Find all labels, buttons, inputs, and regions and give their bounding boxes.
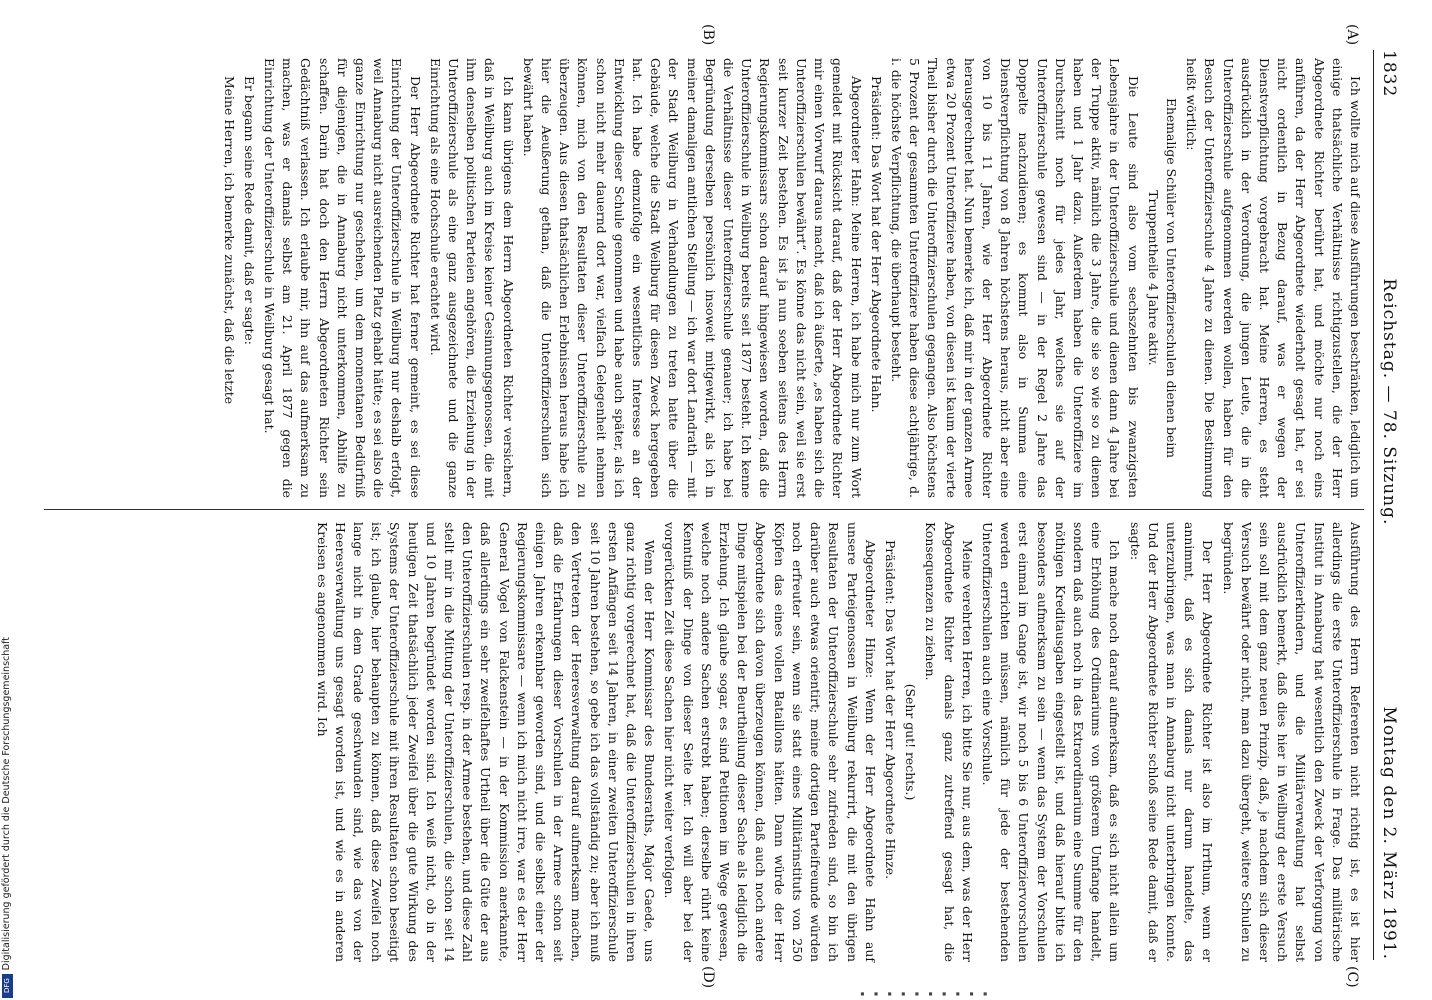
paragraph: Ich kann übrigens dem Herrn Abgeordneten Richter versichern, daß in Weilburg auch im Kreise keiner Gesinnungsgenossen, die mit ihm denselben politischen Parteien angehören, die Erziehung in der Unteroffizierschule als eine ganz ausgezeichnete und die ganze Einrichtung als eine Hochschule erachtet wird. [427, 58, 516, 498]
scan-edge-marks: ▪ ▪ ▪ ▪ ▪ ▪ ▪ ▪ ▪ ▪ [860, 989, 990, 998]
column-divider [44, 509, 1364, 510]
page-header [1373, 50, 1404, 960]
margin-letter-d: (D) [700, 966, 716, 989]
quoted-regulation: Ehemalige Schüler von Unteroffizierschulen dienen beim Truppentheile 4 Jahre aktiv. [1145, 97, 1179, 459]
page-number: 1832 [1379, 50, 1399, 98]
session-date: Montag den 2. März 1891. [1379, 706, 1399, 960]
paragraph: Meine verehrten Herren, ich bitte Sie nur, aus dem, was der Herr Abgeordnete Richter damals ganz zutreffend gesagt hat, die Konsequenzen zu ziehen. [923, 522, 975, 962]
left-text-column [217, 58, 1364, 498]
paragraph: Meine Herren, ich bemerke zunächst, daß die letzte [221, 76, 237, 405]
dfg-logo-icon: DFG [2, 974, 13, 998]
president-remark: Präsident: Das Wort hat der Herr Abgeordnete Hinze. [882, 540, 898, 880]
paragraph: Ausführung des Herrn Referenten nicht richtig ist, es ist hier allerdings die erste Unteroffizierschule in Frage. Das militärische Institut in Annaburg hat wesentlich den Zweck der Verforgung von Unteroffizierkindern, und die Militärverwaltung hat selbst ausdrücklich bemerkt, daß dies hier in Weilburg der erste Versuch sein soll mit dem ganz neuen Prinzip, daß, je nachdem sich dieser Versuch bewährt oder nicht, man dazu übergeht, weitere Schulen zu begründen. [1220, 522, 1363, 962]
paragraph: Er begann seine Rede damit, daß er sagte: [241, 76, 257, 345]
digitization-credit: Digitalisierung gefördert durch die Deutsche Forschungsgemeinschaft [1, 636, 12, 970]
paragraph: Ich wollte mich auf diese Ausführungen beschränken, lediglich um einige thatsächliche Verhältnisse richtigzustellen, die der Herr Abgeordnete Richter berührt hat, und möchte nur noch eins anführen, da der Herr Abgeordnete wiederholt gesagt hat, er sei nicht ordentlich in Bezug darauf, was er wegen der Dienstverpflichtung vorgebracht hat. Meine Herren, es steht ausdrücklich in der Verordnung, die jungen Leute, die in die Unteroffizierschule aufgenommen werden wollen, haben für den Besuch der Unteroffizierschule 4 Jahre zu dienen. Die Bestimmung heißt wörtlich: [1184, 58, 1363, 498]
paragraph: Abgeordneter Hinze: Wenn der Herr Abgeordnete Hahn auf unsere Parteigenossen in Weilburg rekurrirt, die mit den übrigen Resultaten der Unteroffizierschule sehr zufrieden sind, so bin ich darüber auch etwas orientirt; meine dortigen Parteifreunde würden noch erfreuter sein, wenn sie statt eines Militärinstituts von 250 Köpfen das eines vollen Bataillons hätten. Dann würde der Herr Abgeordnete sich davon überzeugen können, daß auch noch andere Dinge mitspielen bei der Beurtheilung dieser Sache als lediglich die Erziehung. Ich glaube sogar, es sind Petitionen im Wege gewesen, welche noch andere Sachen erstrebt haben; derselbe rührt keine Kenntniß der Dinge von dieser Seite her. Ich will aber bei der vorgerückten Zeit diese Sachen hier nicht weiter verfolgen. [662, 522, 878, 962]
paragraph: Abgeordneter Hahn: Meine Herren, ich habe mich nur zum Wort gemeldet mit Rücksicht darauf, daß der Herr Abgeordnete Richter mir einen Vorwurf daraus macht, daß ich äußerte, „es haben sich die Unteroffizierschulen bewährt“. Es könne das nicht sein, weil sie erst seit kurzer Zeit bestehen. Es ist ja nun soeben seitens des Herrn Regierungskommissars schon darauf hingewiesen worden, daß die Unteroffizierschule in Weilburg bereits seit 1877 besteht. Ich kenne die Verhältnisse dieser Unteroffizierschule genauer; ich habe bei Begründung derselben persönlich insoweit mitgewirkt, als ich in meiner damaligen amtlichen Stellung — ich war dort Landrath — mit der Stadt Weilburg in Verhandlungen zu treten hatte über die Gebäude, welche die Stadt Weilburg für diesen Zweck hergegeben hat. Ich habe demzufolge ein wesentliches Interesse an der Entwicklung dieser Schule genommen und habe auch später, als ich schon nicht mehr dauernd dort war, vielfach Gelegenheit nehmen können, mich von den Resultaten dieser Unteroffizierschule zu überzeugen. Aus diesen thatsächlichen Erlebnissen heraus habe ich hier die Aeußerung gethan, daß die Unteroffizierschulen sich bewährt haben. [520, 58, 864, 498]
session-title: Reichstag. — 78. Sitzung. [1379, 278, 1399, 526]
paragraph: Die Leute sind also vom sechszehnten bis zwanzigsten Lebensjahre in der Unteroffizierschule und dienen dann 4 Jahre bei der Truppe aktiv, nämlich die 3 Jahre, die sie so wie so zu dienen haben und 1 Jahr dazu. Außerdem haben die Unteroffiziere im Durchschnitt noch für jedes Jahr, welches sie auf der Unteroffizierschule gewesen sind — in der Regel 2 Jahre das Doppelte nachzudienen; es kommt also in Summa eine Dienstverpflichtung von 8 Jahren höchstens heraus, nicht aber eine von 10 bis 11 Jahren, wie der Herr Abgeordnete Richter herausgerechnet hat. Nun bemerke ich, daß mir in der ganzen Armee etwa 20 Prozent Unteroffiziere haben, von diesen ist kaum der vierte Theil bisher durch die Unteroffizierschulen gegangen. Also höchstens 5 Prozent der gesammten Unteroffiziere haben diese achtjährige, d. i. die höchste Verpflichtung, die überhaupt besteht. [888, 58, 1141, 498]
margin-letter-b: (B) [700, 24, 716, 46]
applause-note: (Sehr gut! rechts.) [903, 683, 919, 801]
paragraph: Wenn der Herr Kommissar des Bundesraths, Major Gaede, uns ganz richtig vorgerechnet hat, daß die Unteroffizierschulen in ihren ersten Anfängen seit 14 Jahren, in einer zweiten Unteroffizierschule seit 10 Jahren bestehen, so gebe ich das vollständig zu; aber ich muß den Vertretern der Heeresverwaltung darauf aufmerksam machen, daß die Erfahrungen dieser Vorschulen in der Armee schon seit einigen Jahren erkennbar geworden sind, und die selbst einer der Regierungskommissare — wenn ich mich nicht irre, war es der Herr General Vogel von Falckenstein — in der Kommission anerkannte, daß allerdings ein sehr zweifelhaftes Urtheil über die Güte der aus den Unteroffizierschulen resp. in der Armee bestehen, und diese Zahl stellt mir in die Mittung der Unteroffizierschulen, die schon seit 14 und 10 Jahren begründet worden sind. Ich weiß nicht, ob in der heutigen Zeit thatsächlich jeder Zweifel über die gute Wirkung des Systems der Unteroffizierschule mit ihren Resultaten schon beseitigt ist; ich glaube, hier behaupten zu können, daß diese Zweifel noch lange nicht in dem Grade geschwunden sind, wie das von der Heeresverwaltung uns gesagt worden ist, und wie es in anderen Kreisen es angenommen wird. Ich [314, 522, 658, 962]
margin-letter-a: (A) [1344, 24, 1360, 46]
president-remark: Präsident: Das Wort hat der Herr Abgeordnete Hahn. [868, 76, 884, 413]
margin-letter-c: (C) [1344, 966, 1360, 988]
paragraph: Der Herr Abgeordnete Richter hat ferner gemeint, es sei diese Einrichtung der Unteroffizierschule in Weilburg nur deshalb erfolgt, weil Annaburg nicht ausreichenden Platz gehabt hätte; es sei also die ganze Einrichtung nur geschehen, um dem momentanen Bedürfniß für diejenigen, die in Annaburg nicht unterkommen, Abhilfe zu schaffen. Darin hat doch den Herrn Abgeordneten Richter sein Gedächtniß verlassen. Ich erlaube mir, ihn auf das aufmerksam zu machen, was er damals selbst am 21. April 1877 gegen die Einrichtung der Unteroffizierschule in Weilburg gesagt hat. [262, 58, 423, 498]
rotated-page-content [16, 10, 1416, 990]
paragraph: Der Herr Abgeordnete Richter ist also im Irrthum, wenn er annimmt, daß es sich damals nur darum handelte, das unterzubringen, was man in Annaburg nicht unterbringen konnte. Und der Herr Abgeordnete Richter schloß seine Rede damit, daß er sagte: [1127, 522, 1216, 962]
paragraph: Ich mache noch darauf aufmerksam, daß es sich nicht allein um eine Erhöhung des Ordinariums von größerem Umfange handelt, sondern daß auch noch in das Extraordinarium eine Summe für den nöthigen Kreditausgaben eingestellt ist, und daß hierauf bitte ich besonders aufmerksam zu sein — wenn das System der Vorschulen erst einmal im Gange ist, wir noch 5 bis 6 Unteroffiziervorschulen werden errichten müssen, nämlich für jede der bestehenden Unteroffizierschulen auch eine Vorschule. [979, 522, 1123, 962]
right-text-column [310, 522, 1364, 962]
